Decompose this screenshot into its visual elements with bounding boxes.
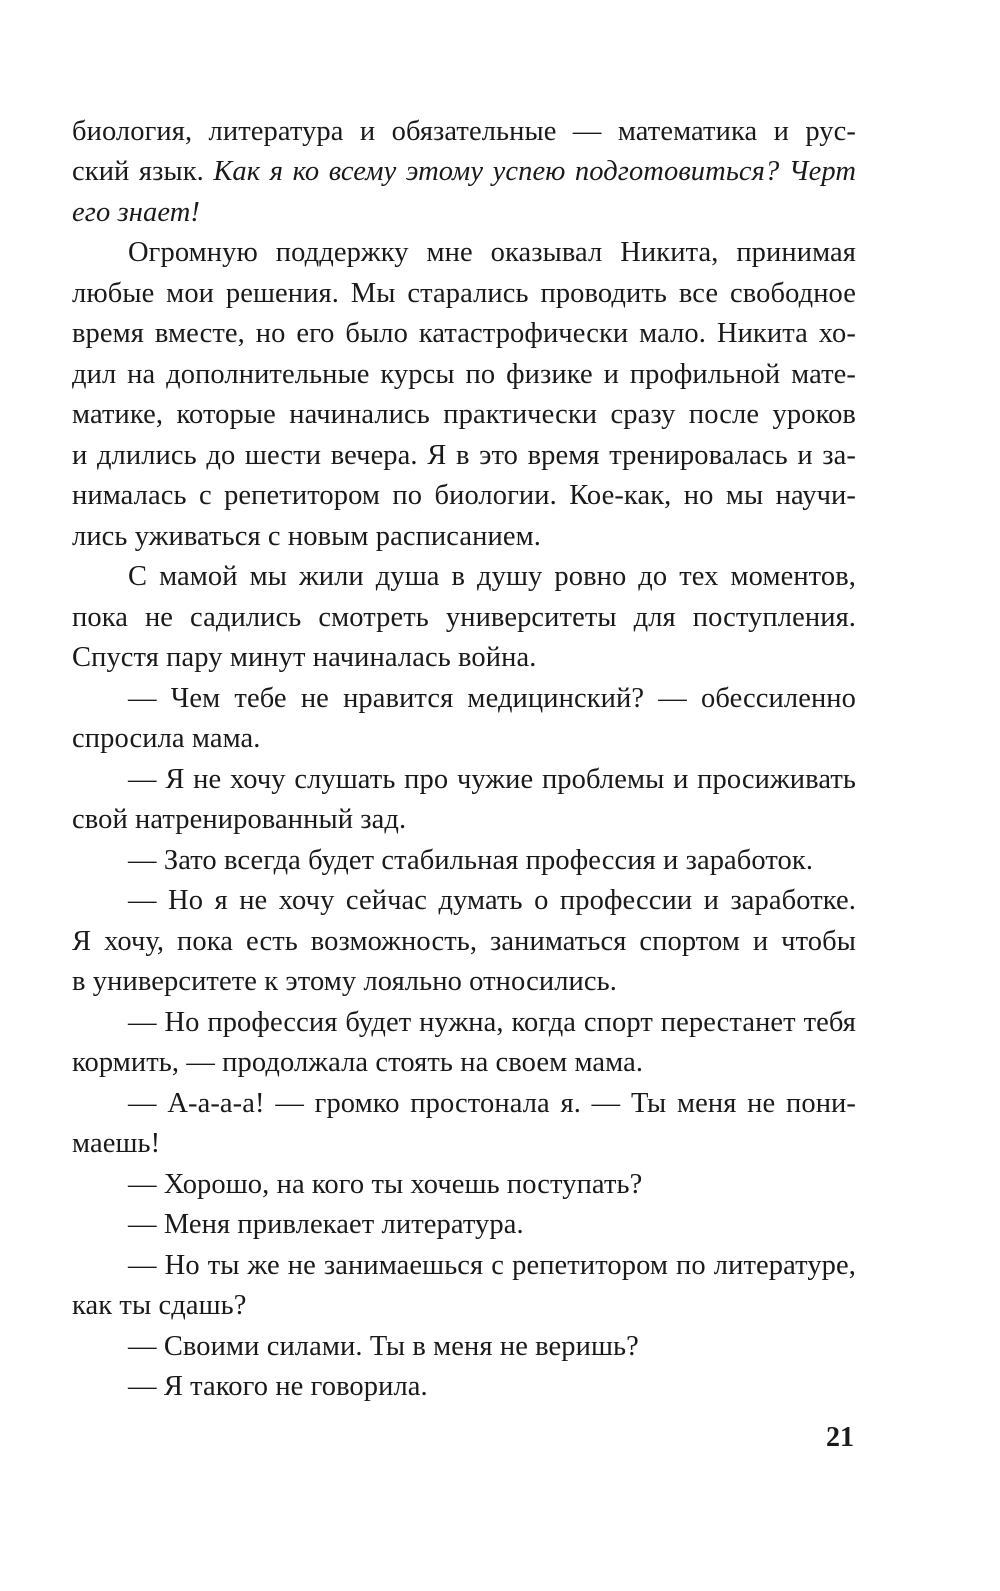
- text-line: дил на дополнительные курсы по физике и профильной мате-: [72, 359, 856, 390]
- dialogue-line: — Но я не хочу сейчас думать о профессии и заработке.: [128, 885, 856, 916]
- text-line: пока не садились смотреть университеты для поступления.: [72, 602, 856, 633]
- page-number: 21: [826, 1422, 854, 1453]
- text-line: нималась с репетитором по биологии. Кое-как, но мы научи-: [72, 480, 856, 511]
- text-line: маешь!: [72, 1128, 161, 1159]
- text-line: любые мои решения. Мы старались проводить все свободное: [72, 278, 856, 309]
- text-line: [72, 193, 856, 233]
- dialogue-line: — Чем тебе не нравится медицинский? — обессиленно: [128, 683, 856, 714]
- dialogue-line: — А-а-а-а! — громко простонала я. — Ты меня не пони-: [128, 1088, 856, 1119]
- text-line: как ты сдашь?: [72, 1290, 247, 1321]
- text-line: ский язык. Как я ко всему этому успею подготовиться? Черт: [72, 156, 856, 187]
- text-line: спросила мама.: [72, 723, 261, 754]
- text-line: С мамой мы жили душа в душу ровно до тех моментов,: [128, 561, 856, 592]
- text-line: кормить, — продолжала стоять на своем мама.: [72, 1047, 644, 1078]
- dialogue-line: — Хорошо, на кого ты хочешь поступать?: [128, 1169, 643, 1200]
- italic-thought: его знает!: [72, 197, 200, 228]
- dialogue-line: — Я такого не говорила.: [128, 1371, 428, 1402]
- text-line: матике, которые начинались практически сразу после уроков: [72, 399, 856, 430]
- text-line: лись уживаться с новым расписанием.: [72, 521, 541, 552]
- dialogue-line: — Но профессия будет нужна, когда спорт перестанет тебя: [128, 1007, 856, 1038]
- dialogue-line: — Я не хочу слушать про чужие проблемы и просиживать: [128, 764, 856, 795]
- dialogue-line: — Меня привлекает литература.: [128, 1209, 524, 1240]
- text-line: Огромную поддержку мне оказывал Никита, принимая: [128, 237, 856, 268]
- dialogue-line: — Но ты же не занимаешься с репетитором по литературе,: [128, 1250, 856, 1281]
- text-line: Спустя пару минут начиналась война.: [72, 642, 537, 673]
- text-line: свой натренированный зад.: [72, 804, 407, 835]
- text-line: биология, литература и обязательные — математика и рус-: [72, 116, 856, 147]
- italic-thought: Как я ко всему этому успею подготовиться? Черт: [213, 156, 856, 187]
- text-line: и длились до шести вечера. Я в это время тренировалась и за-: [72, 440, 856, 471]
- text-line: время вместе, но его было катастрофически мало. Никита хо-: [72, 318, 856, 349]
- text-line: в университете к этому лояльно относились.: [72, 966, 617, 997]
- dialogue-line: — Зато всегда будет стабильная профессия и заработок.: [128, 845, 814, 876]
- text-line: Я хочу, пока есть возможность, заниматься спортом и чтобы: [72, 926, 856, 957]
- dialogue-line: — Своими силами. Ты в меня не веришь?: [128, 1331, 639, 1362]
